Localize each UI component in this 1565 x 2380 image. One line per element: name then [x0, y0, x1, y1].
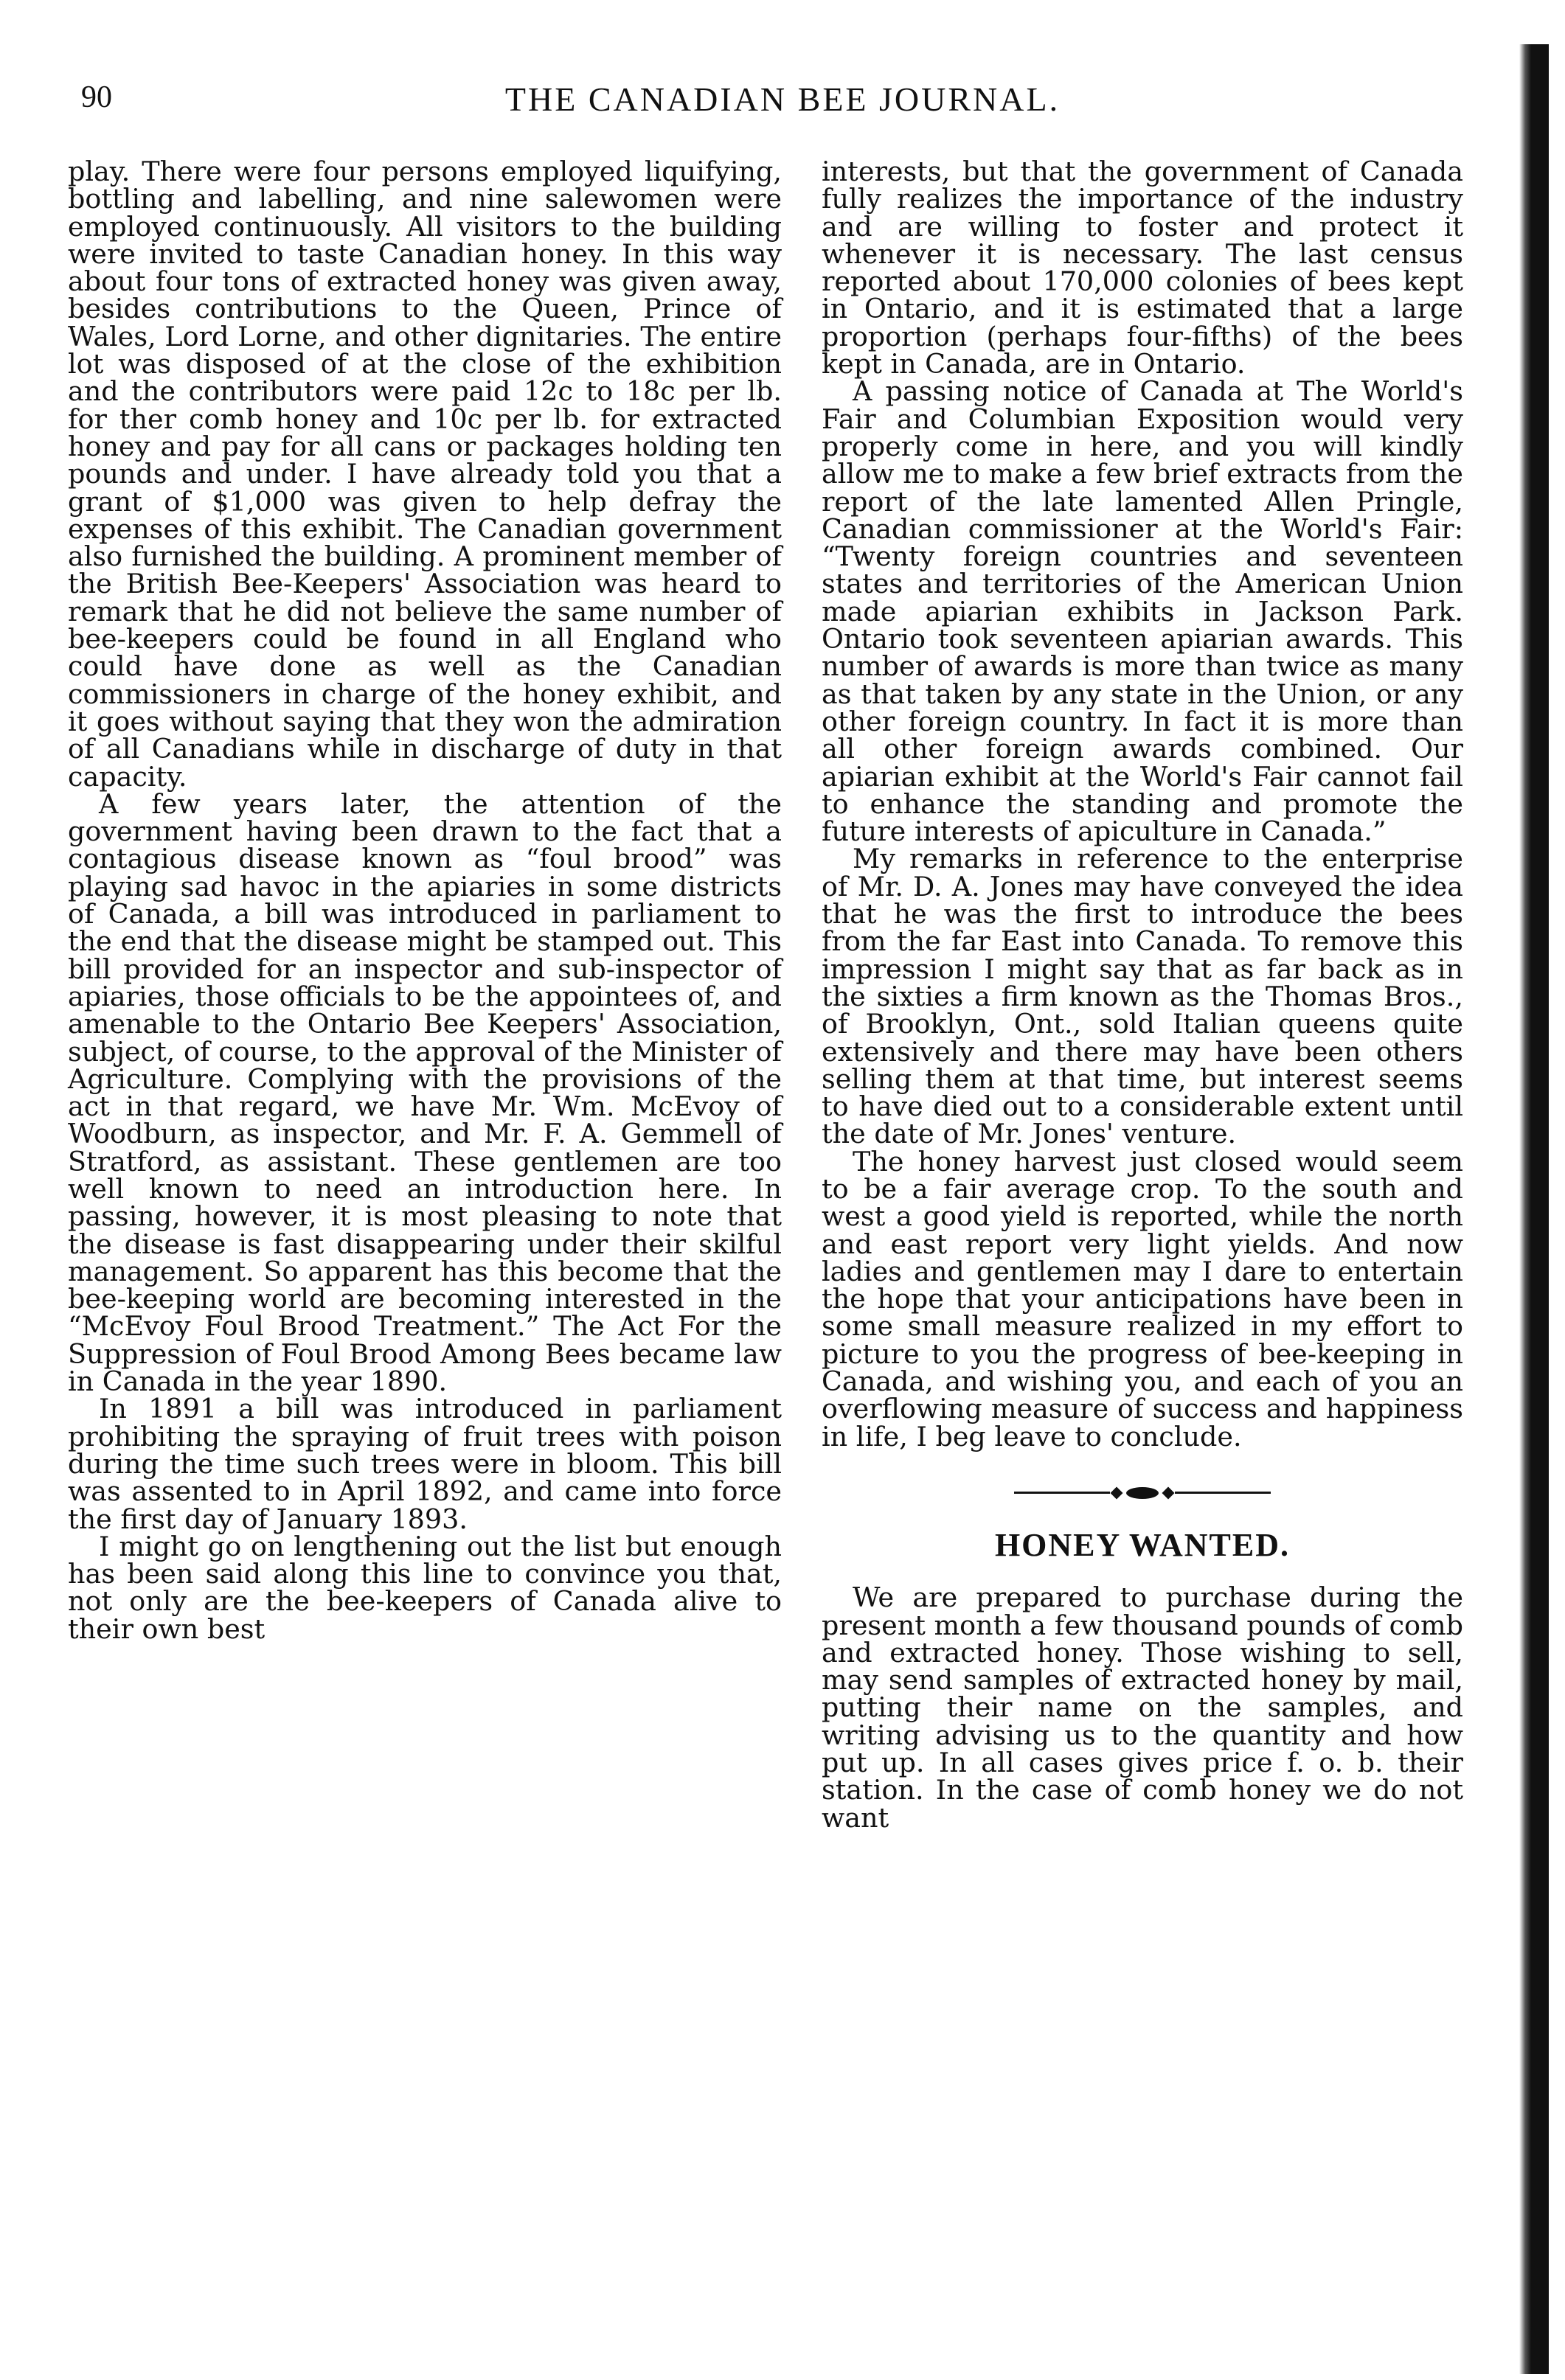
left-column — [68, 158, 782, 1643]
divider-diamond — [1111, 1486, 1123, 1499]
right-column — [822, 156, 1463, 1834]
paragraph: In 1891 a bill was introduced in parliament prohibiting the spraying of fruit trees with poison during the time such trees were in bloom. This bill was assented to in April 1892, and came into force the first day of January 1893. — [68, 1393, 782, 1535]
divider-diamond — [1162, 1486, 1175, 1499]
paragraph: play. There were four persons employed liquifying, bottling and labelling, and nine salewomen were employed continuously. All visitors to the building were invited to taste Canadian honey. In this way about four tons of extracted honey was given away, besides contributions to the Queen, Prince of Wales, Lord Lorne, and other dignitaries. The entire lot was disposed of at the close of the exhibition and the contributors were paid 12c to 18c per lb. for ther comb honey and 10c per lb. for extracted honey and pay for all cans or packages holding ten pounds and under. I have already told you that a grant of $1,000 was given to help defray the expenses of this exhibit. The Canadian government also furnished the building. A prominent member of the British Bee-Keepers' Association was heard to remark that he did not believe the same number of bee-keepers could be found in all England who could have done as well as the Canadian commissioners in charge of the honey exhibit, and it goes without saying that they won the admiration of all Canadians while in discharge of duty in that capacity. — [68, 156, 782, 793]
divider-line — [1175, 1492, 1271, 1494]
running-head-title: THE CANADIAN BEE JOURNAL. — [504, 80, 1061, 118]
paragraph: I might go on lengthening out the list but enough has been said along this line to convince you that, not only are the bee-keepers of Canada alive to their own best — [68, 1530, 782, 1645]
scan-edge-shadow — [1519, 44, 1549, 2374]
section-divider-ornament — [822, 1484, 1463, 1502]
paragraph: My remarks in reference to the enterprise of Mr. D. A. Jones may have conveyed the idea that he was the first to introduce the bees from the far East into Canada. To remove this impression I might say that as far back as in the sixties a firm known as the Thomas Bros., of Brooklyn, Ont., sold Italian queens quite extensively and there may have been others selling them at that time, but interest seems to have died out to a considerable extent until the date of Mr. Jones' venture. — [822, 843, 1463, 1150]
paragraph: interests, but that the government of Canada fully realizes the importance of the industry and are willing to foster and protect it whenever it is necessary. The last census reported about 170,000 colonies of bees kept in Ontario, and it is estimated that a large proportion (perhaps four-fifths) of the bees kept in Canada, are in Ontario. — [822, 156, 1463, 380]
divider-line — [1014, 1492, 1110, 1494]
page-number: 90 — [81, 80, 112, 114]
notice-title: HONEY WANTED. — [994, 1526, 1291, 1563]
notice-paragraph: We are prepared to purchase during the present month a few thousand pounds of comb and extracted honey. Those wishing to sell, may send samples of extracted honey by mail, putting their name on the samples, and writing advising us to the quantity and how put up. In all cases gives price f. o. b. their station. In the case of comb honey we do not want — [822, 1582, 1463, 1834]
divider-center-ornament — [1126, 1487, 1159, 1499]
paragraph: The honey harvest just closed would seem to be a fair average crop. To the south and west a good yield is reported, while the north and east report very light yields. And now ladies and gentlemen may I dare to entertain the hope that your anticipations have been in some small measure realized in my effort to picture to you the progress of bee-keeping in Canada, and wishing you, and each of you an overflowing measure of success and happiness in life, I beg leave to conclude. — [822, 1145, 1463, 1452]
paragraph: A passing notice of Canada at The World's Fair and Columbian Exposition would very properly come in here, and you will kindly allow me to make a few brief extracts from the report of the late lamented Allen Pringle, Canadian commissioner at the World's Fair: “Twenty foreign countries and seventeen states and territories of the American Union made apiarian exhibits in Jackson Park. Ontario took seventeen apiarian awards. This number of awards is more than twice as many as that taken by any state in the Union, or any other foreign country. In fact it is more than all other foreign awards combined. Our apiarian exhibit at the World's Fair cannot fail to enhance the standing and promote the future interests of apiculture in Canada.” — [822, 375, 1463, 848]
paragraph: A few years later, the attention of the government having been drawn to the fact that a contagious disease known as “foul brood” was playing sad havoc in the apiaries in some districts of Canada, a bill was introduced in parliament to the end that the disease might be stamped out. This bill provided for an inspector and sub-inspector of apiaries, those officials to be the appointees of, and amenable to the Ontario Bee Keepers' Association, subject, of course, to the approval of the Minister of Agriculture. Complying with the provisions of the act in that regard, we have Mr. Wm. McEvoy of Woodburn, as inspector, and Mr. F. A. Gemmell of Stratford, as assistant. These gentlemen are too well known to need an introduction here. In passing, however, it is most pleasing to note that the disease is fast disappearing under their skilful management. So apparent has this become that the bee-keeping world are becoming interested in the “McEvoy Foul Brood Treatment.” The Act For the Suppression of Foul Brood Among Bees became law in Canada in the year 1890. — [68, 787, 782, 1398]
